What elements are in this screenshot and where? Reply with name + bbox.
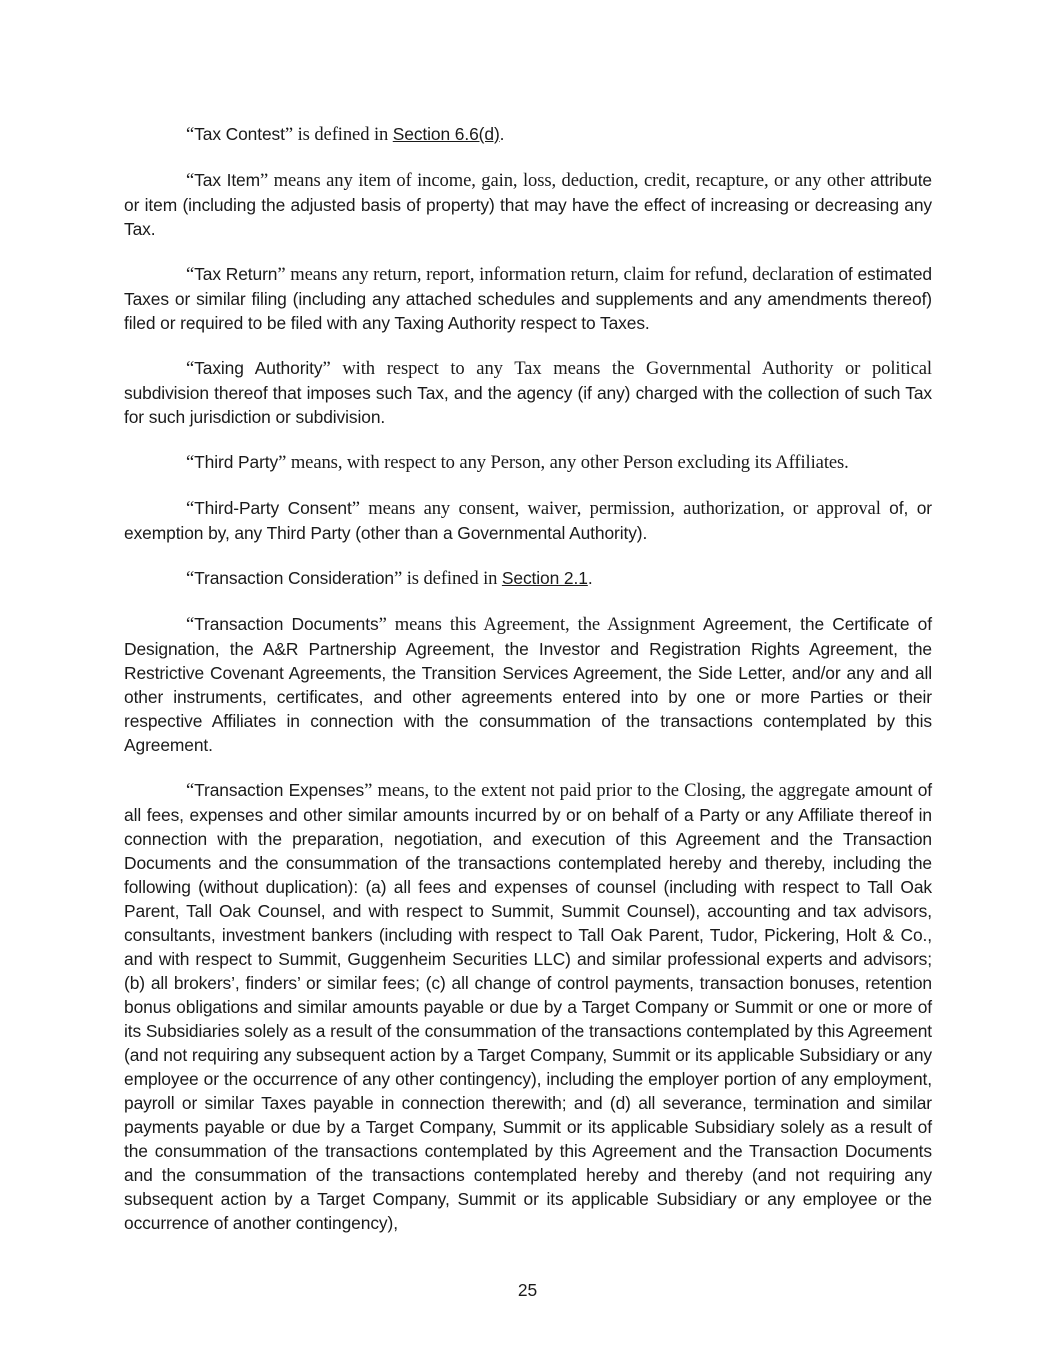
definition-third-party-consent: “Third-Party Consent” means any consent, waiver, permission, authorization, or approval of, or exemption by, any Third Party (other than a Governmental Authority).: [124, 498, 933, 543]
definition-lead: with respect to any Tax means the Governmental Authority or political: [330, 358, 932, 379]
defined-term: Tax Return: [194, 264, 278, 284]
definition-lead: means any consent, waiver, permission, authorization, or approval: [359, 498, 890, 519]
definition-lead: is defined in: [402, 568, 502, 589]
definition-text: of estimated Taxes or similar filing (including any attached schedules and supplements and any amendments thereof) filed or required to be filed with any Taxing Authority respect to Taxes.: [124, 264, 932, 333]
definition-text: .: [499, 124, 505, 144]
defined-term: Third-Party Consent: [194, 498, 352, 518]
definition-lead: means, with respect to any Person, any other Person excluding its Affiliates.: [286, 452, 849, 473]
section-reference: Section 6.6(d): [392, 124, 500, 144]
defined-term: Taxing Authority: [194, 358, 323, 378]
definition-tax-return: “Tax Return” means any return, report, information return, claim for refund, declaration of estimated Taxes or similar filing (including any attached schedules and supplements and any amendments thereof) filed or required to be filed with any Taxing Authority respect to Taxes.: [124, 264, 932, 333]
definition-taxing-authority: “Taxing Authority” with respect to any Tax means the Governmental Authority or political subdivision thereof that imposes such Tax, and the agency (if any) charged with the collection of such Tax for such jurisdiction or subdivision.: [124, 358, 932, 427]
page-number: 25: [517, 1280, 538, 1300]
definition-transaction-consideration: “Transaction Consideration” is defined in Section 2.1.: [186, 568, 593, 589]
definition-transaction-expenses: “Transaction Expenses” means, to the extent not paid prior to the Closing, the aggregate amount of all fees, expenses and other similar amounts incurred by or on behalf of a Party or any Affiliate thereof in connection with the preparation, negotiation, and execution of this Agreement and the Transaction Documents and the consummation of the transactions contemplated hereby and thereby, including the following (without duplication): (a) all fees and expenses of counsel (including with respect to Tall Oak Parent, Tall Oak Counsel, and with respect to Summit, Summit Counsel), accounting and tax advisors, consultants, investment bankers (including with respect to Tall Oak Parent, Tudor, Pickering, Holt & Co., and with respect to Summit, Guggenheim Securities LLC) and similar professional experts and advisors; (b) all brokers’, finders’ or similar fees; (c) all change of control payments, transaction bonuses, retention bonus obligations and similar amounts payable or due by a Target Company or Summit or one or more of its Subsidiaries solely as a result of the consummation of the transactions contemplated by this Agreement (and not requiring any subsequent action by a Target Company, Summit or its applicable Subsidiary or any employee or the occurrence of any other contingency), including the employer portion of any employment, payroll or similar Taxes payable in connection therewith; and (d) all severance, termination and similar payments payable or due by a Target Company, Summit or its applicable Subsidiary solely as a result of the consummation of the transactions contemplated by this Agreement and the Transaction Documents and the consummation of the transactions contemplated hereby and thereby (and not requiring any subsequent action by a Target Company, Summit or its applicable Subsidiary or any employee or the occurrence of another contingency),: [124, 780, 932, 1233]
definition-tax-item: “Tax Item” means any item of income, gain, loss, deduction, credit, recapture, or any other attribute or item (including the adjusted basis of property) that may have the effect of increasing or decreasing any Tax.: [124, 170, 932, 239]
definition-text: attribute or item (including the adjusted basis of property) that may have the effect of increasing or decreasing any Tax.: [124, 170, 932, 239]
definition-text: .: [587, 568, 593, 588]
definition-lead: is defined in: [293, 124, 393, 145]
definition-transaction-documents: “Transaction Documents” means this Agreement, the Assignment Agreement, the Certificate of Designation, the A&R Partnership Agreement, the Investor and Registration Rights Agreement, the Restrictive Covenant Agreements, the Transition Services Agreement, the Side Letter, and/or any and all other instruments, certificates, and other agreements entered into by one or more Parties or their respective Affiliates in connection with the consummation of the transactions contemplated by this Agreement.: [124, 614, 932, 755]
definition-tax-contest: “Tax Contest” is defined in Section 6.6(d).: [186, 124, 505, 145]
defined-term: Tax Item: [194, 170, 261, 190]
definition-lead: means, to the extent not paid prior to the Closing, the aggregate: [372, 780, 855, 801]
defined-term: Transaction Consideration: [194, 568, 395, 588]
definition-text: of, or exemption by, any Third Party (other than a Governmental Authority).: [124, 498, 933, 543]
document-page: [124, 122, 932, 1256]
definition-lead: means any item of income, gain, loss, deduction, credit, recapture, or any other: [268, 170, 871, 191]
defined-term: Transaction Expenses: [194, 780, 365, 800]
definition-text: amount of all fees, expenses and other similar amounts incurred by or on behalf of a Party or any Affiliate thereof in connection with the preparation, negotiation, and execution of this Agreement and the Transaction Documents and the consummation of the transactions contemplated hereby and thereby, including the following (without duplication): (a) all fees and expenses of counsel (including with respect to Tall Oak Parent, Tall Oak Counsel, and with respect to Summit, Summit Counsel), accounting and tax advisors, consultants, investment bankers (including with respect to Tall Oak Parent, Tudor, Pickering, Holt & Co., and with respect to Summit, Guggenheim Securities LLC) and similar professional experts and advisors; (b) all brokers’, finders’ or similar fees; (c) all change of control payments, transaction bonuses, retention bonus obligations and similar amounts payable or due by a Target Company or Summit or one or more of its Subsidiaries solely as a result of the consummation of the transactions contemplated by this Agreement (and not requiring any subsequent action by a Target Company, Summit or its applicable Subsidiary or any employee or the occurrence of any other contingency), including the employer portion of any employment, payroll or similar Taxes payable in connection therewith; and (d) all severance, termination and similar payments payable or due by a Target Company, Summit or its applicable Subsidiary solely as a result of the consummation of the transactions contemplated by this Agreement and the Transaction Documents and the consummation of the transactions contemplated hereby and thereby (and not requiring any subsequent action by a Target Company, Summit or its applicable Subsidiary or any employee or the occurrence of another contingency),: [124, 780, 932, 1233]
definition-lead: means any return, report, information return, claim for refund, declaration: [285, 264, 839, 285]
defined-term: Transaction Documents: [194, 614, 379, 634]
section-reference: Section 2.1: [501, 568, 588, 588]
defined-term: Third Party: [194, 452, 279, 472]
defined-term: Tax Contest: [194, 124, 285, 144]
definition-text: Agreement, the Certificate of Designation, the A&R Partnership Agreement, the Investor and Registration Rights Agreement, the Restrictive Covenant Agreements, the Transition Services Agreement, the Side Letter, and/or any and all other instruments, certificates, and other agreements entered into by one or more Parties or their respective Affiliates in connection with the consummation of the transactions contemplated by this Agreement.: [124, 614, 932, 755]
definition-text: subdivision thereof that imposes such Tax, and the agency (if any) charged with the collection of such Tax for such jurisdiction or subdivision.: [124, 383, 932, 427]
definition-third-party: “Third Party” means, with respect to any Person, any other Person excluding its Affiliates.: [186, 452, 849, 473]
definition-lead: means this Agreement, the Assignment: [386, 614, 703, 635]
